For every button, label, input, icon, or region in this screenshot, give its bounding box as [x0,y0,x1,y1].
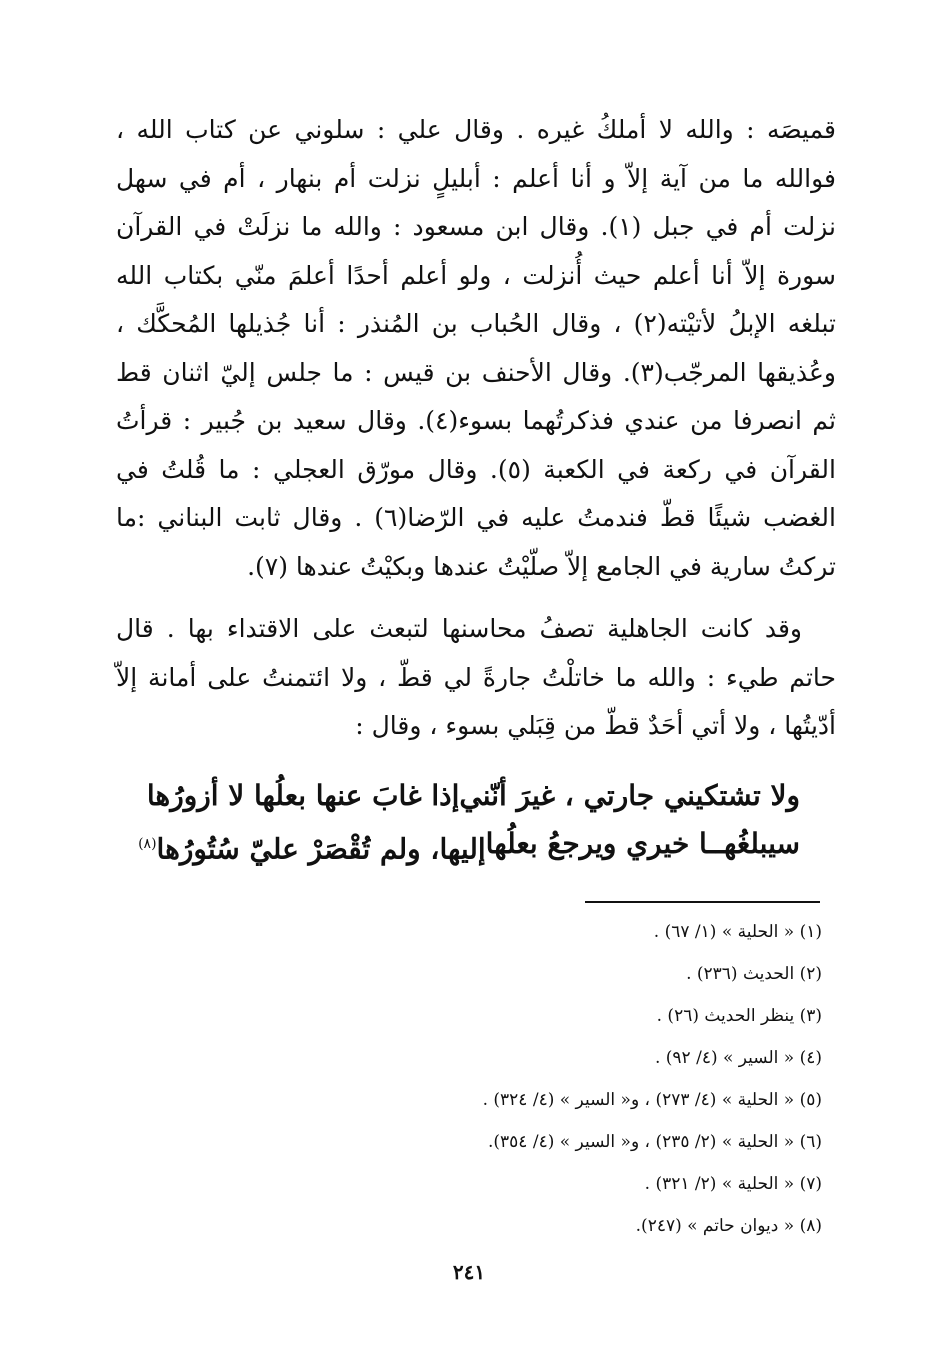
footnote-6: (٦) « الحلية » (٢/ ٢٣٥) ، و« السير » (٤/ ٣٥٤). [487,1132,822,1152]
poem-line-2 [138,820,800,873]
footnote-2: (٢) الحديث (٢٣٦) . [686,964,822,984]
poem-line-1-first-hemistich: ولا تشتكيني جارتي ، غيرَ أنّني [459,779,800,812]
poem-footnote-ref: (٨) [138,836,157,852]
footnote-separator [585,901,820,903]
footnote-7: (٧) « الحلية » (٢/ ٣٢١) . [644,1174,822,1194]
main-text [116,106,836,751]
poem-line-2-second-hemistich: إليها، ولم تُقْصَرْ عليّ سُتُورُها [156,832,486,866]
footnote-4: (٤) « السير » (٤/ ٩٢) . [654,1048,822,1068]
footnote-3: (٣) ينظر الحديث (٢٦) . [656,1006,822,1026]
poem-line-2-second-hemistich-wrapper [138,820,486,873]
footnote-1: (١) « الحلية » (١/ ٦٧) . [653,922,822,942]
footnote-8: (٨) « ديوان حاتم » (٢٤٧). [635,1216,822,1236]
poem-line-2-first-hemistich: سيبلغُهــا خيري ويرجعُ بعلُها [485,827,800,860]
page-number: ٢٤١ [452,1260,486,1284]
footnotes [200,911,822,1247]
paragraph-2: وقد كانت الجاهلية تصفُ محاسنها لتبعث على الاقتداء بها . قال حاتم طيء : والله ما خاتلْتُ جارةً لي قطّ ، ولا ائتمنتُ على أمانة إلاّ أدّيتُها ، ولا أتي أحَدٌ قطّ من قِبَلي بسوء ، وقال : [116,614,836,740]
paragraph-1: قميصَه : والله لا أملكُ غيره . وقال علي : سلوني عن كتاب الله ، فوالله ما من آية إلاّ و أنا أعلم : أبليلٍ نزلت أم بنهار ، أم في سهل نزلت أم في جبل (١). وقال ابن مسعود : والله ما نزلَتْ في القرآن سورة إلاّ أنا أعلم حيث أُنزلت ، ولو أعلم أحدًا أعلمَ منّي بكتاب الله تبلغه الإبلُ لأتيْته(٢) ، وقال الحُباب بن المُنذر : أنا جُذيلها المُحكَّك ، وعُذيقها المرجّب(٣). وقال الأحنف بن قيس : ما جلس إليّ اثنان قط ثم انصرفا من عندي فذكرتُهما بسوء(٤). وقال سعيد بن جُبير : قرأتُ القرآن في ركعة في الكعبة (٥). وقال مورّق العجلي : ما قُلتُ في الغضب شيئًا قطّ فندمتُ عليه في الرّضا(٦) . وقال ثابت البناني :ما تركتُ سارية في الجامع إلاّ صلّيْتُ عندها وبكيْتُ عندها (٧). [116,115,836,581]
poem-line-1 [146,772,800,820]
poem-line-1-second-hemistich: إذا غابَ عنها بعلُها لا أزورُها [146,779,460,812]
footnote-5: (٥) « الحلية » (٤/ ٢٧٣) ، و« السير » (٤/ ٣٢٤) . [482,1090,822,1110]
poem [138,772,800,873]
